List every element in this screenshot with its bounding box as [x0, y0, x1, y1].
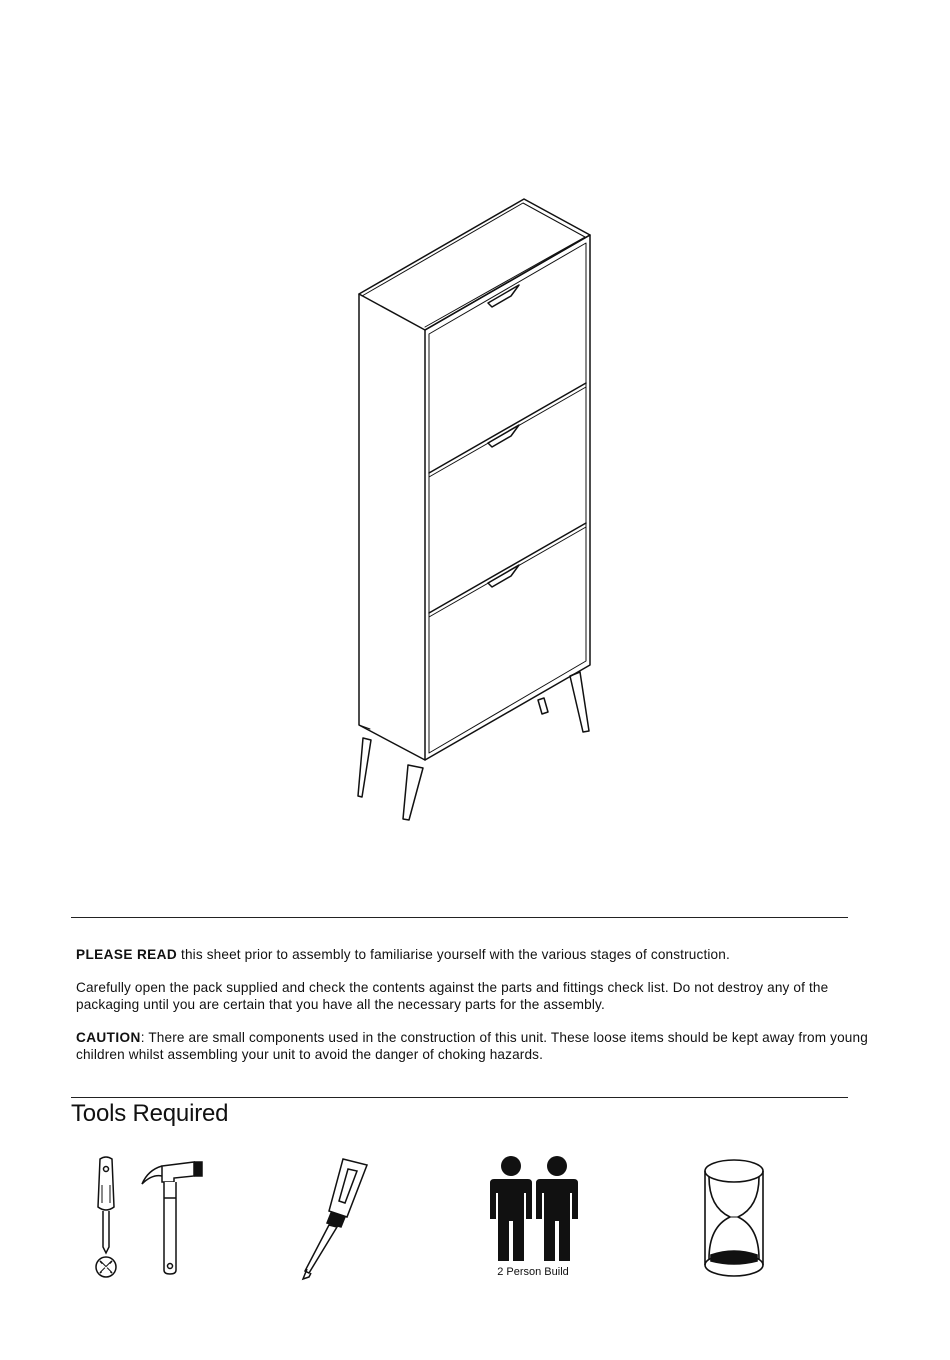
two-person-caption: 2 Person Build — [497, 1266, 569, 1278]
section-divider-top — [71, 917, 848, 918]
caution-label: CAUTION — [76, 1030, 141, 1045]
instructions-block — [76, 946, 876, 1079]
shoe-cabinet-illustration — [340, 190, 600, 830]
tools-required-heading: Tools Required — [71, 1100, 229, 1127]
flathead-screwdriver-icon — [295, 1155, 375, 1283]
please-read-text: this sheet prior to assembly to familiarise yourself with the various stages of construction. — [177, 947, 730, 962]
caution-paragraph — [76, 1029, 876, 1063]
two-person-icon — [488, 1155, 580, 1265]
hammer-icon — [140, 1158, 206, 1278]
please-read-label: PLEASE READ — [76, 947, 178, 962]
hourglass-icon — [700, 1155, 768, 1281]
please-read-paragraph — [76, 946, 876, 963]
phillips-screwdriver-icon — [88, 1155, 124, 1283]
check-contents-paragraph: Carefully open the pack supplied and check the contents against the parts and fittings check list. Do not destroy any of the packaging until you are certain that you have all the necessary parts for the assembly. — [76, 980, 829, 1012]
caution-text: : There are small components used in the construction of this unit. These loose items should be kept away from young children whilst assembling your unit to avoid the danger of choking hazards. — [76, 1030, 868, 1062]
section-divider-bottom — [71, 1097, 848, 1098]
